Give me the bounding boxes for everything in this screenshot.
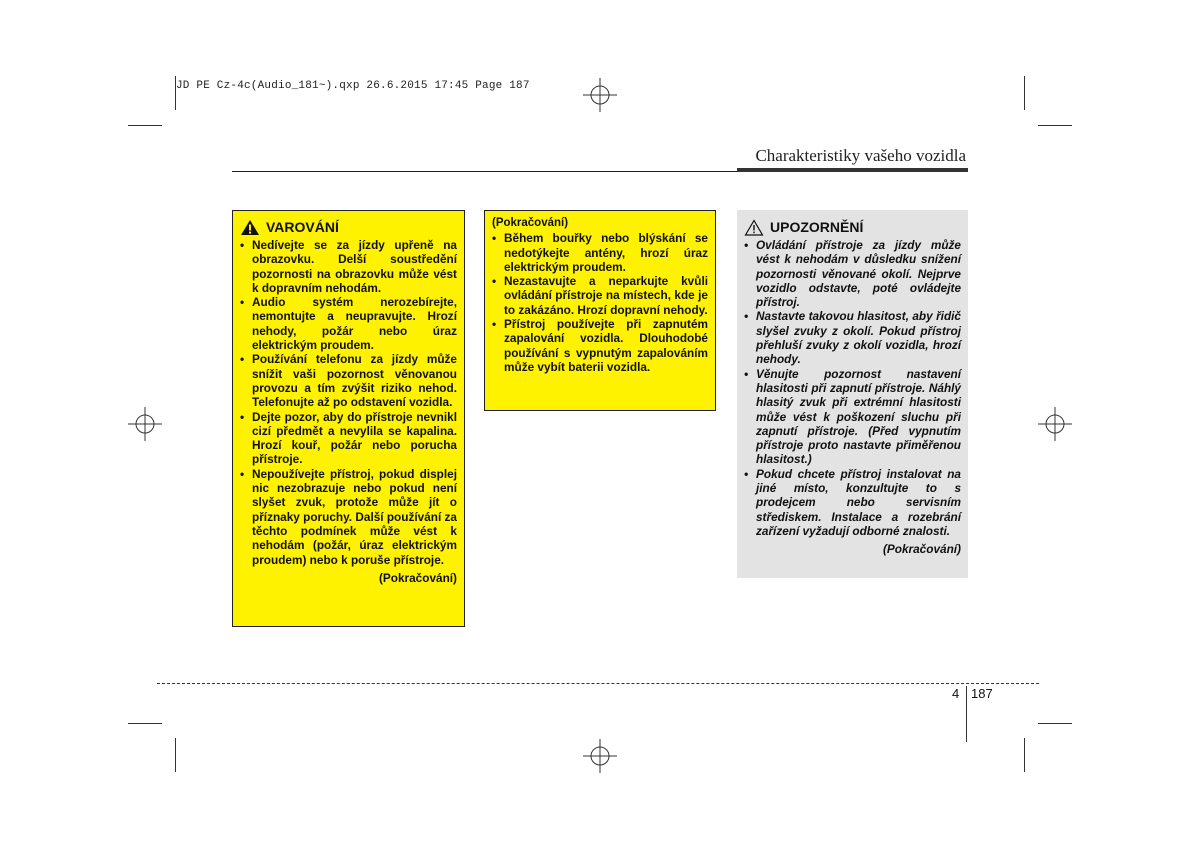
crop-mark — [175, 738, 176, 772]
continued-label: (Pokračování) — [882, 542, 961, 557]
warning-title: VAROVÁNÍ — [266, 219, 339, 236]
caution-header — [744, 219, 961, 236]
warning-continued-box — [484, 210, 716, 411]
warning-continued-list — [492, 231, 708, 374]
print-slug-line: JD PE Cz-4c(Audio_181~).qxp 26.6.2015 17:45 Page 187 — [176, 80, 530, 92]
list-item: • Používání telefonu za jízdy může snížit vaši pozornost věnovanou provozu a tím zvýšit riziko nehod. Telefonujte až po odstavení vozidla. — [240, 352, 457, 409]
footer-dashed-rule — [157, 683, 1039, 684]
registration-mark-icon — [128, 407, 162, 441]
list-item: • Nezastavujte a neparkujte kvůli ovládání přístroje na místech, kde je to zakázáno. Hrozí dopravní nehody. — [492, 274, 708, 317]
list-item: • Nedívejte se za jízdy upřeně na obrazovku. Delší soustředění pozornosti na obrazovku může vést k dopravním nehodám. — [240, 238, 457, 295]
section-title: Charakteristiky vašeho vozidla — [755, 146, 966, 165]
list-item: • Nastavte takovou hlasitost, aby řidič slyšel zvuky z okolí. Pokud přístroj přehluší zvuky z okolí vozidla, hrozí nehody. — [744, 309, 961, 366]
list-item: • Audio systém nerozebírejte, nemontujte a neupravujte. Hrozí nehody, požár nebo úraz elektrickým proudem. — [240, 295, 457, 352]
caution-title: UPOZORNĚNÍ — [770, 219, 864, 236]
warning-triangle-icon — [240, 219, 260, 236]
registration-mark-icon — [583, 739, 617, 773]
warning-box — [232, 210, 465, 627]
caution-list — [744, 238, 961, 538]
crop-mark — [128, 723, 162, 724]
crop-mark — [128, 125, 162, 126]
page-number: 187 — [971, 686, 993, 701]
crop-mark — [1024, 738, 1025, 772]
header-rule-accent — [737, 168, 968, 172]
registration-mark-icon — [1038, 407, 1072, 441]
crop-mark — [175, 76, 176, 110]
list-item: • Pokud chcete přístroj instalovat na jiné místo, konzultujte to s prodejcem nebo servisním střediskem. Instalace a rozebrání zařízení vyžadují odborné znalosti. — [744, 467, 961, 538]
page-number-separator — [966, 686, 967, 742]
warning-header — [240, 219, 457, 236]
crop-mark — [1038, 125, 1072, 126]
chapter-number: 4 — [952, 686, 960, 701]
warning-list — [240, 238, 457, 567]
continued-label: (Pokračování) — [378, 570, 457, 585]
caution-triangle-icon — [744, 219, 764, 236]
list-item: • Nepoužívejte přístroj, pokud displej nic nezobrazuje nebo pokud není slyšet zvuk, protože může jít o příznaky poruchy. Další používání za těchto podmínek může vést k nehodám (požár, úraz elektrickým proudem) nebo k poruše přístroje. — [240, 467, 457, 567]
registration-mark-icon — [583, 78, 617, 112]
crop-mark — [1024, 76, 1025, 110]
crop-mark — [1038, 723, 1072, 724]
caution-box — [737, 210, 968, 578]
list-item: • Během bouřky nebo blýskání se nedotýkejte antény, hrozí úraz elektrickým proudem. — [492, 231, 708, 274]
continued-label: (Pokračování) — [492, 217, 569, 229]
list-item: • Dejte pozor, aby do přístroje nevnikl cizí předmět a nevylila se kapalina. Hrozí kouř, požár nebo porucha přístroje. — [240, 410, 457, 467]
header-rule — [232, 171, 737, 172]
list-item: • Ovládání přístroje za jízdy může vést k nehodám v důsledku snížení pozornosti věnované okolí. Nejprve vozidlo odstavte, poté ovládejte přístroj. — [744, 238, 961, 309]
list-item: • Přístroj používejte při zapnutém zapalování vozidla. Dlouhodobé používání s vypnutým zapalováním může vybít baterii vozidla. — [492, 317, 708, 374]
list-item: • Věnujte pozornost nastavení hlasitosti při zapnutí přístroje. Náhlý hlasitý zvuk při extrémní hlasitosti může vést k poškození sluchu při zapnutí přístroje. (Před vypnutím přístroje proto nastavte přiměřenou hlasitost.) — [744, 367, 961, 467]
